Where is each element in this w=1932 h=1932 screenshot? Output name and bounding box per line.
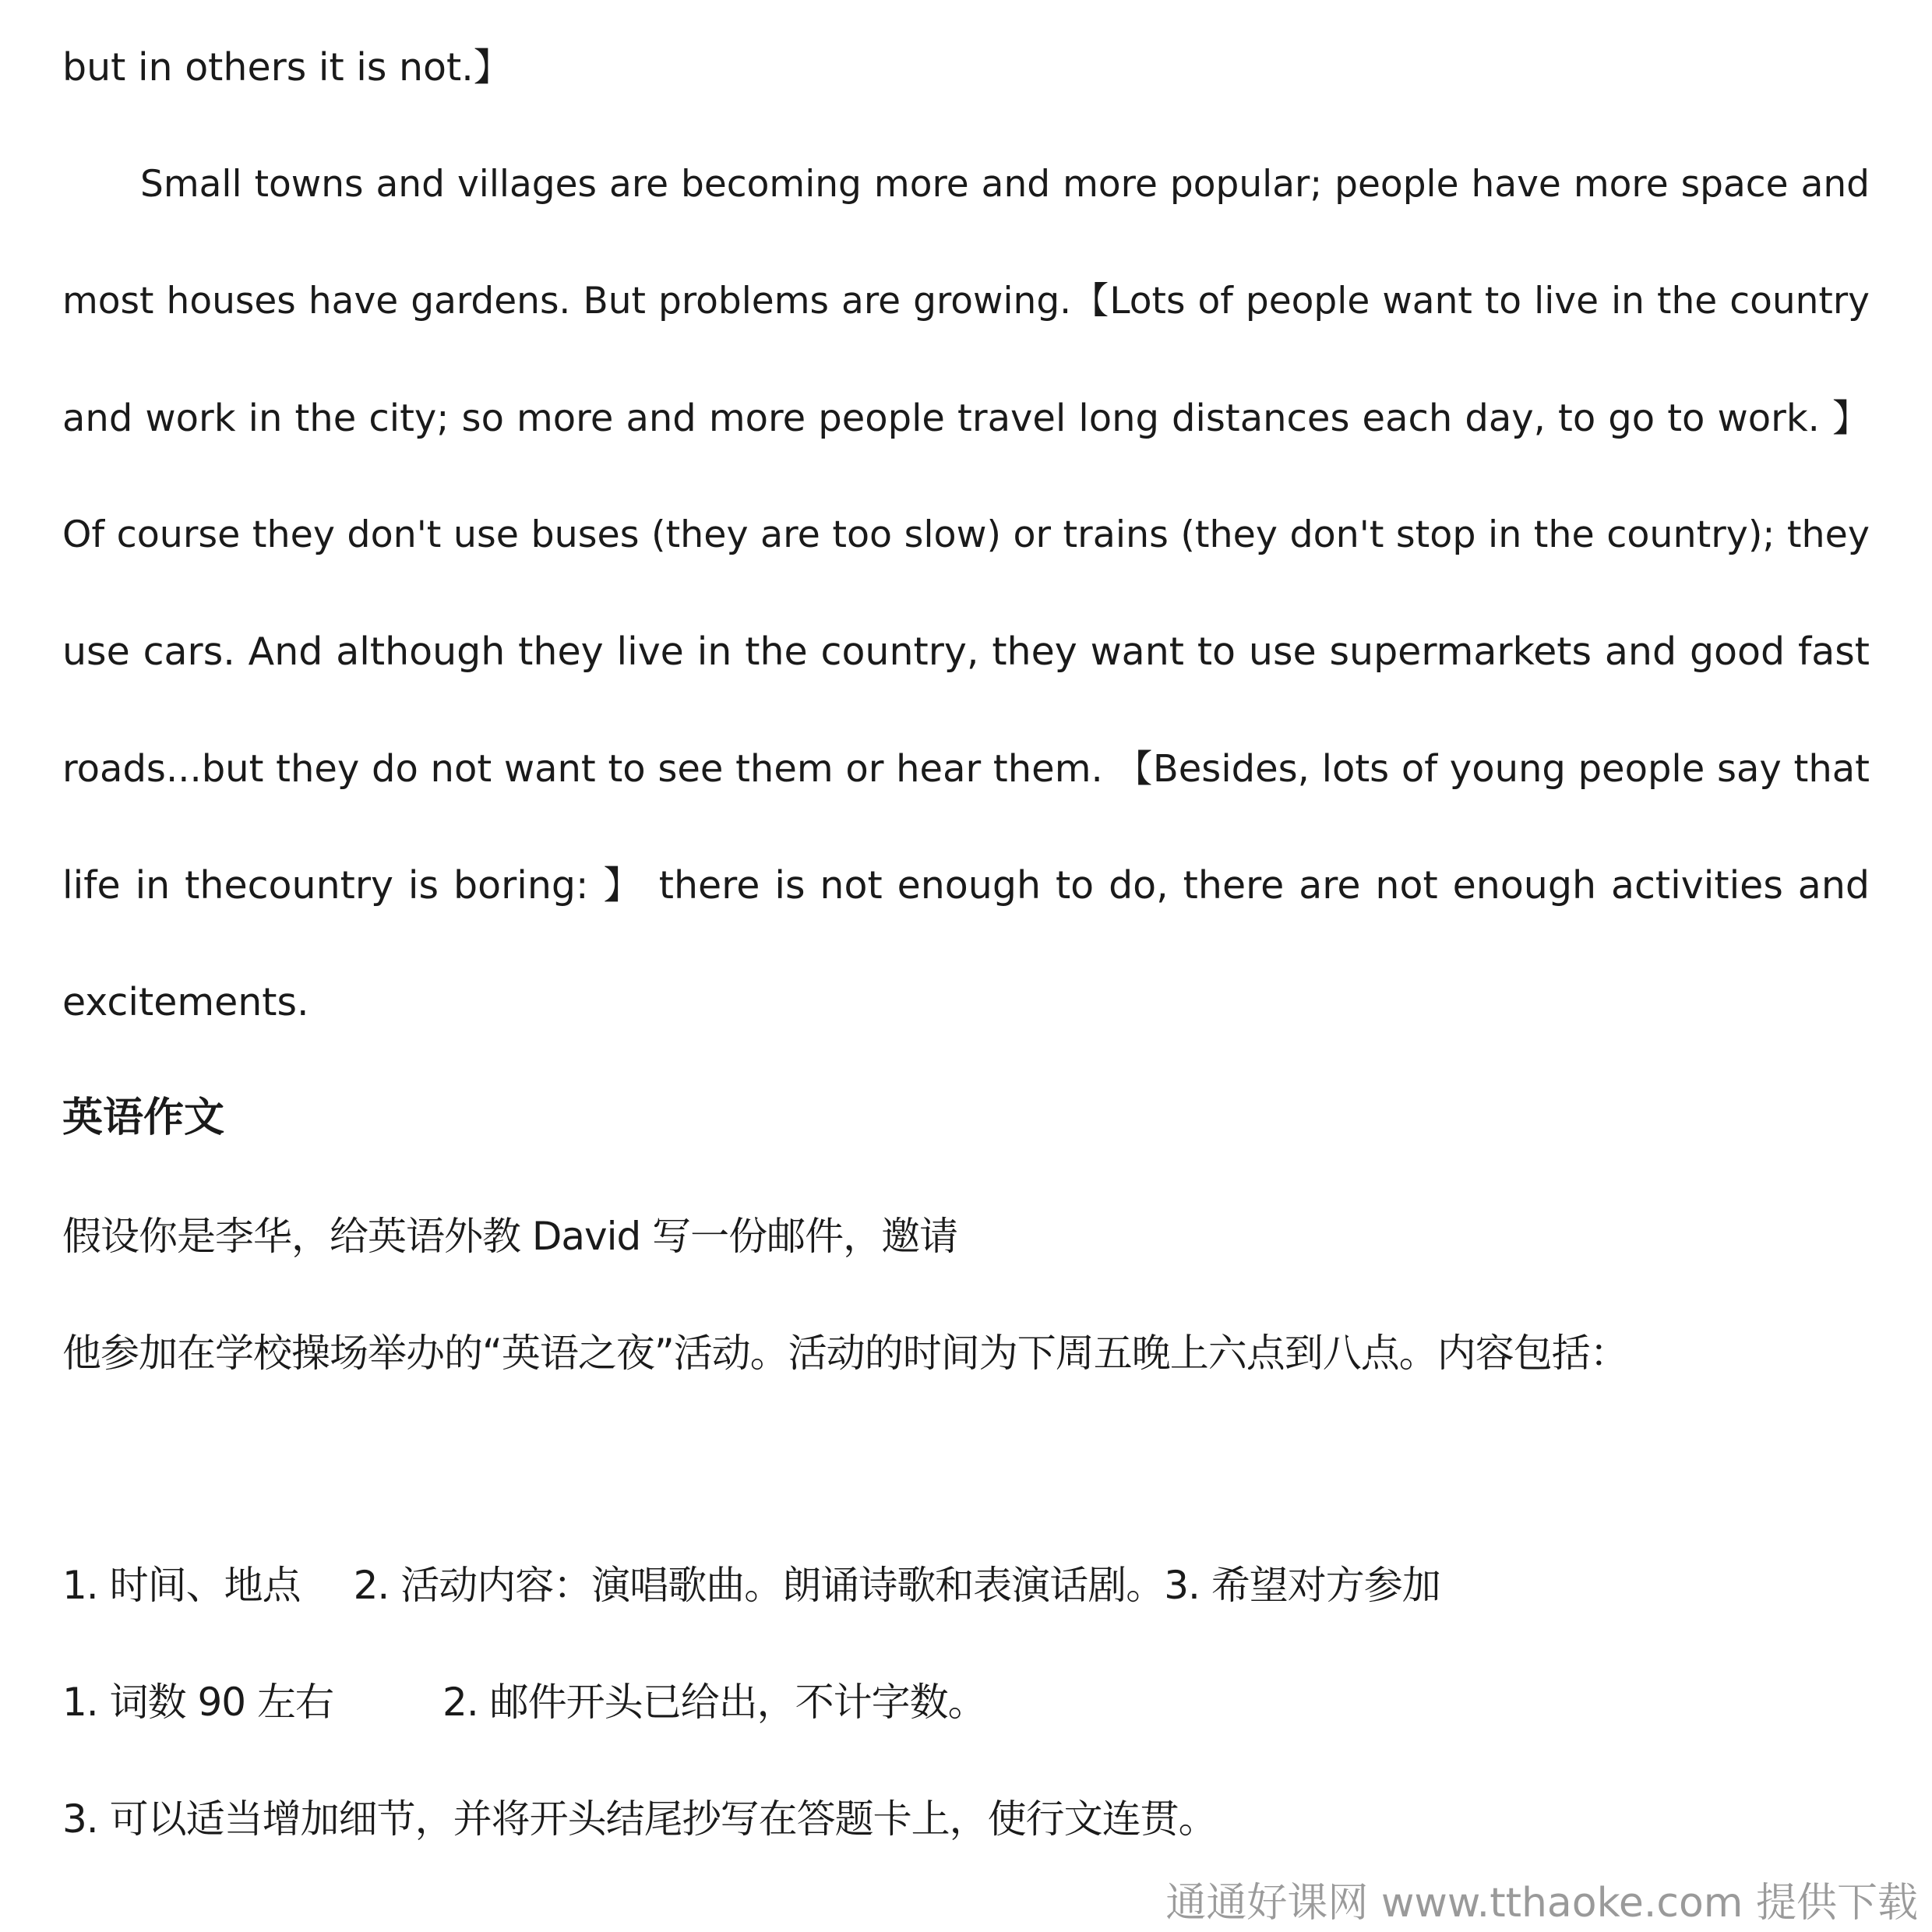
- requirements-row: [62, 1675, 1870, 1729]
- requirement-details: 3. 可以适当增加细节，并将开头结尾抄写在答题卡上，使行文连贯。: [62, 1796, 1217, 1842]
- section-heading: 英语作文: [62, 1095, 225, 1141]
- watermark: 通通好课网 www.tthaoke.com 提供下载: [1165, 1880, 1918, 1927]
- content-point-time-place: 1. 时间、地点: [62, 1563, 301, 1608]
- requirement-opening-given: 2. 邮件开头已给出，不计字数。: [442, 1680, 986, 1725]
- passage-line-4: and work in the city; so more and more people travel long distances each day, to go to work. 】: [62, 397, 1870, 440]
- passage-line-1: but in others it is not.】: [62, 45, 512, 90]
- passage-line-8: life in thecountry is boring: 】 there is not enough to do, there are not enough activities and: [62, 863, 1870, 908]
- requirement-word-count: 1. 词数 90 左右: [62, 1680, 334, 1725]
- prompt-line-1: 假设你是李华，给英语外教 David 写一份邮件，邀请: [62, 1214, 958, 1259]
- passage-line-6: use cars. And although they live in the country, they want to use supermarkets and good fast: [62, 629, 1870, 674]
- passage-line-2: Small towns and villages are becoming more and more popular; people have more space and: [140, 163, 1870, 206]
- content-points: [62, 1558, 1870, 1613]
- passage-line-3: most houses have gardens. But problems are growing.【Lots of people want to live in the country: [62, 280, 1870, 323]
- passage-line-7: roads...but they do not want to see them or hear them. 【Besides, lots of young people say that: [62, 747, 1870, 791]
- passage-line-5: Of course they don't use buses (they are too slow) or trains (they don't stop in the country); they: [62, 513, 1870, 556]
- passage-line-9: excitements.: [62, 980, 309, 1024]
- prompt-line-2: 他参加在学校操场举办的“英语之夜”活动。活动的时间为下周五晚上六点到八点。内容包括：: [62, 1331, 1628, 1376]
- content-point-activities: 2. 活动内容：演唱歌曲。朗诵诗歌和表演话剧。3. 希望对方参加: [353, 1563, 1440, 1608]
